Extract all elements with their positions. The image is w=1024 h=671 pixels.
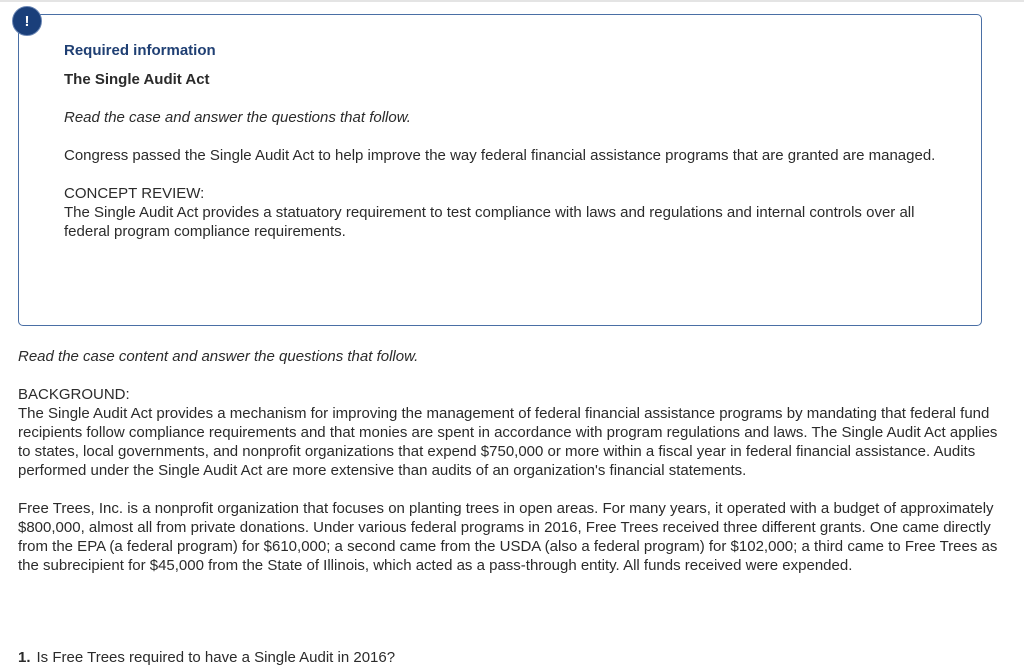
top-divider [0, 0, 1024, 2]
required-information-content [64, 41, 944, 260]
case-content [18, 347, 1008, 594]
question-text: Is Free Trees required to have a Single Audit in 2016? [36, 649, 396, 666]
background-label: BACKGROUND: [18, 386, 130, 403]
concept-review-label: CONCEPT REVIEW: [64, 185, 205, 202]
question-number: 1. [18, 649, 31, 666]
case-description: Free Trees, Inc. is a nonprofit organization that focuses on planting trees in open areas. For many years, it operated with a budget of approximately $800,000, almost all from private donations. Under various federal programs in 2016, Free Trees received three different grants. One came directly from the EPA (a federal program) for $610,000; a second came from the USDA (also a federal program) for $102,000; a third came to Free Trees as the subrecipient for $45,000 from the State of Illinois, which acted as a pass-through entity. All funds received were expended. [18, 500, 998, 574]
case-intro: Congress passed the Single Audit Act to help improve the way federal financial assistance programs that are granted are managed. [64, 147, 936, 164]
required-information-panel [18, 14, 982, 326]
case-title: The Single Audit Act [64, 71, 210, 88]
concept-review-text: The Single Audit Act provides a statuatory requirement to test compliance with laws and regulations and internal controls over all federal program compliance requirements. [64, 204, 915, 240]
background-text: The Single Audit Act provides a mechanism for improving the management of federal financial assistance programs by mandating that federal fund recipients follow compliance requirements and that monies are spent in accordance with program regulations and laws. The Single Audit Act applies to states, local governments, and nonprofit organizations that expend $750,000 or more within a fiscal year in federal financial assistance. Audits performed under the Single Audit Act are more extensive than audits of an organization's financial statements. [18, 405, 998, 479]
case-instruction: Read the case and answer the questions that follow. [64, 109, 411, 126]
question-1 [18, 648, 1008, 667]
exclamation-icon: ! [12, 6, 42, 36]
case-content-instruction: Read the case content and answer the questions that follow. [18, 348, 419, 365]
required-information-heading: Required information [64, 42, 216, 59]
